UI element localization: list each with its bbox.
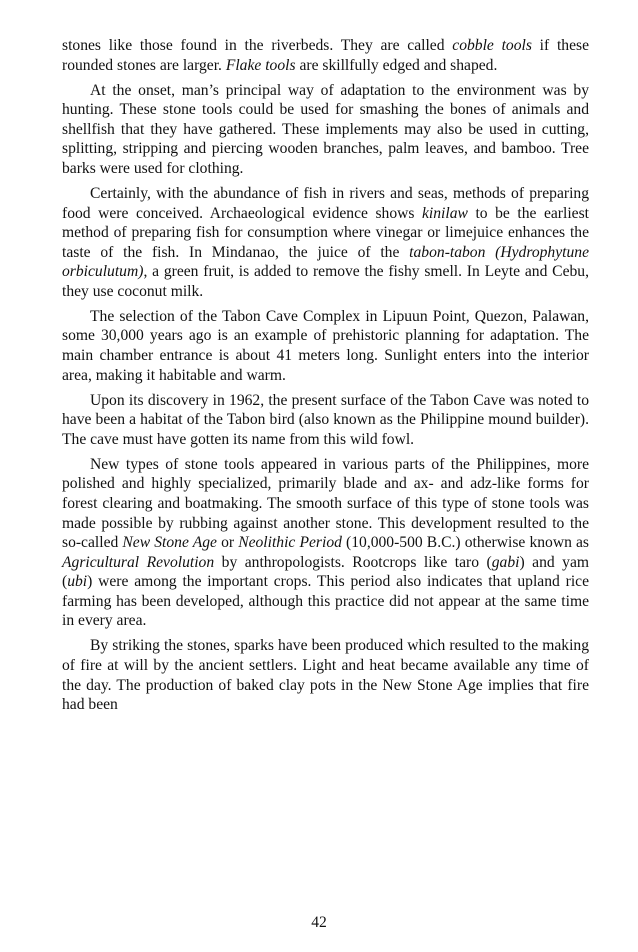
italic-term: gabi [491, 553, 520, 571]
italic-term: ubi [67, 573, 88, 591]
text-run: if these rounded stones are larger. [62, 37, 590, 74]
text-run: The selection of the Tabon Cave Complex in Lipuun Point, Quezon, Palawan, some 30,000 years ago is an example of prehistoric planning for adaptation. The main chamber entrance is about 41 meters long. Sunlight enters into the interior area, making it habitable and warm. [62, 307, 589, 384]
paragraph-1 [62, 36, 589, 75]
text-run: to be the earliest method of preparing fish for consumption where vinegar or limejuice enhances the taste of the fish. In Mindanao, the juice of the [62, 204, 589, 261]
italic-term: Agricultural Revolution [62, 553, 215, 571]
text-run: New types of stone tools appeared in various parts of the Philippines, more polished and highly specialized, primarily blade and ax- and adz-like forms for forest clearing and boatmaking. The smooth surface of this type of stone tools was made possible by rubbing against another stone. This development resulted to the so-called [62, 455, 589, 552]
paragraph-3 [62, 184, 589, 301]
text-run: stones like those found in the riverbeds. They are called [62, 37, 453, 54]
text-run: ) were among the important crops. This period also indicates that upland rice farming has been developed, although this practice did not appear at the same time in every area. [62, 573, 589, 630]
paragraph-5 [62, 391, 589, 450]
text-run: by anthropologists. Rootcrops like taro ( [214, 553, 492, 571]
text-run: ) and yam ( [62, 553, 589, 591]
text-run: By striking the stones, sparks have been produced which resulted to the making of fire at will by the ancient settlers. Light and heat became available any time of the day. The production of baked clay pots in the New Stone Age implies that fire had been [62, 637, 589, 714]
text-run: At the onset, man’s principal way of adaptation to the environment was by hunting. These stone tools could be used for smashing the bones of animals and shellfish that they have gathered. These implements may also be used in cutting, splitting, stripping and piercing wooden branches, palm leaves, and bamboo. Tree barks were used for clothing. [62, 81, 589, 177]
text-run: (10,000-500 B.C.) otherwise known as [341, 534, 589, 552]
text-run: are skillfully edged and shaped. [295, 56, 498, 74]
text-run: Upon its discovery in 1962, the present surface of the Tabon Cave was noted to have been a habitat of the Tabon bird (also known as the Philippine mound builder). The cave must have gotten its name from this wild fowl. [62, 391, 589, 448]
italic-term: New Stone Age [122, 534, 217, 552]
text-run: Certainly, with the abundance of fish in rivers and seas, methods of preparing food were conceived. Archaeological evidence shows [62, 185, 589, 222]
italic-term: kinilaw [422, 204, 468, 222]
page-body [62, 36, 589, 720]
italic-term: cobble tools [452, 37, 532, 54]
text-run: , a green fruit, is added to remove the fishy smell. In Leyte and Cebu, they use coconut milk. [62, 263, 589, 300]
paragraph-7 [62, 636, 589, 714]
page-number: 42 [311, 914, 327, 931]
italic-term: Flake tools [225, 56, 296, 74]
paragraph-6 [62, 455, 589, 631]
italic-term: tabon-tabon (Hydrophytune orbiculutum) [62, 243, 590, 281]
italic-term: Neolithic Period [238, 534, 342, 552]
paragraph-2 [62, 81, 589, 179]
paragraph-4 [62, 307, 589, 385]
text-run: or [216, 534, 239, 552]
